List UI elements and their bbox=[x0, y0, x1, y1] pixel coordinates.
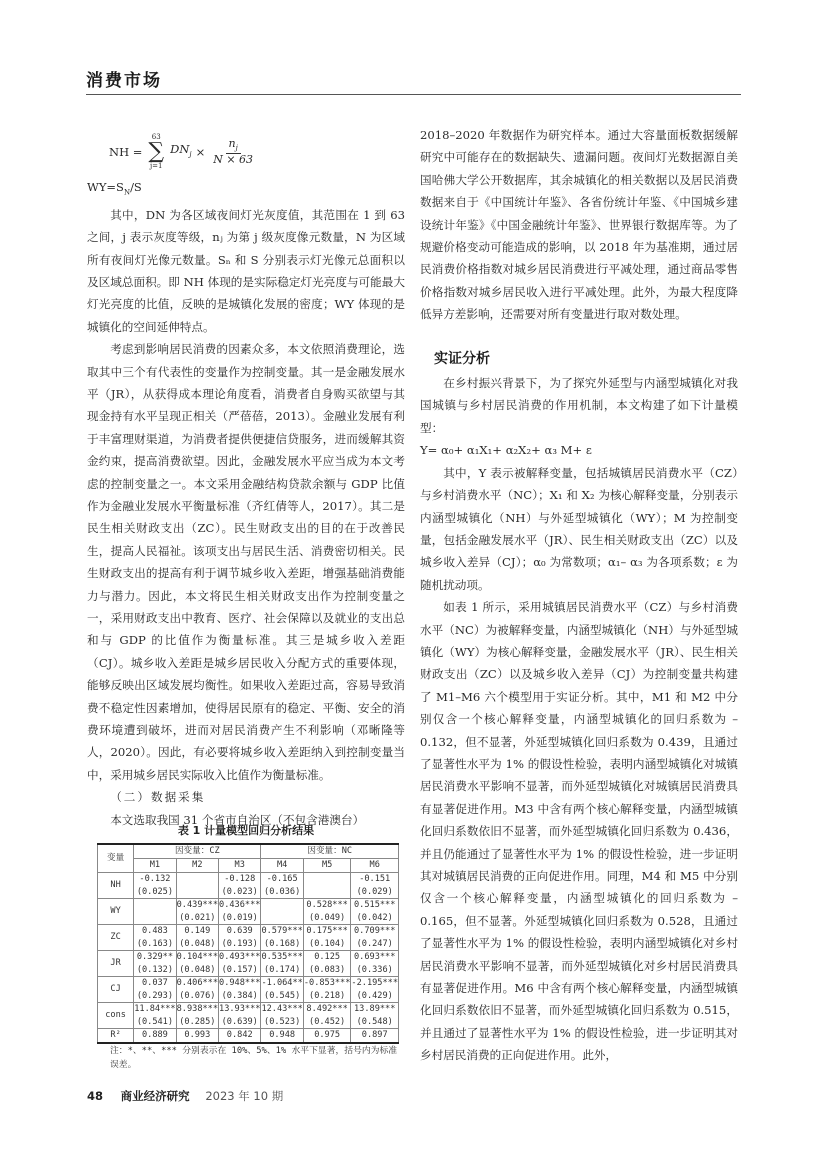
subheading-data-collection: （二）数据采集 bbox=[110, 790, 206, 805]
std-error: (0.384) bbox=[221, 990, 258, 1001]
r2-row bbox=[98, 1029, 399, 1044]
std-error bbox=[304, 886, 351, 898]
coef: -0.853*** bbox=[303, 978, 351, 988]
coef: -0.151 bbox=[359, 874, 391, 884]
std-error: (0.285) bbox=[179, 1016, 216, 1027]
std-error bbox=[134, 912, 175, 924]
group-header-cz: 因变量：CZ bbox=[134, 844, 261, 859]
coef bbox=[134, 900, 175, 912]
std-error: (0.452) bbox=[309, 1016, 346, 1027]
coef: 0.436*** bbox=[219, 900, 261, 910]
table-cell bbox=[303, 899, 351, 925]
right-column bbox=[420, 124, 738, 1067]
summation-symbol: 63 ∑ j=1 bbox=[148, 133, 165, 170]
std-error: (0.042) bbox=[356, 912, 393, 923]
journal-name: 商业经济研究 bbox=[120, 1089, 190, 1103]
std-error: (0.247) bbox=[356, 938, 393, 949]
coef: 12.43*** bbox=[261, 1004, 303, 1014]
formula-fraction: $\frac{n_j}{N \times 63}$ bbox=[213, 137, 254, 166]
std-error: (0.019) bbox=[221, 912, 258, 923]
r2-value: 0.975 bbox=[303, 1029, 351, 1044]
table-cell bbox=[134, 977, 176, 1003]
table-cell bbox=[303, 925, 351, 951]
section-title: 消费市场 bbox=[86, 71, 162, 91]
formula-wy: $WY=S_N/S$ bbox=[87, 180, 142, 197]
table-cell bbox=[219, 977, 261, 1003]
coef: 8.938*** bbox=[176, 1004, 219, 1014]
table-cell bbox=[134, 873, 176, 899]
table-row bbox=[98, 951, 399, 977]
std-error: (0.168) bbox=[264, 938, 301, 949]
coef: 11.84*** bbox=[134, 1004, 176, 1014]
table-cell bbox=[351, 977, 399, 1003]
header-rule bbox=[86, 94, 741, 95]
page-footer bbox=[87, 1088, 283, 1104]
coef: 13.93*** bbox=[219, 1004, 261, 1014]
coef: 0.948*** bbox=[219, 978, 261, 988]
page-number: 48 bbox=[87, 1089, 104, 1103]
paragraph: 在乡村振兴背景下，为了探究外延型与内涵型城镇化对我国城镇与乡村居民消费的作用机制，本文构建了如下计量模型： bbox=[420, 376, 738, 435]
table-row bbox=[98, 925, 399, 951]
table-cell bbox=[303, 977, 351, 1003]
coef: 0.483 bbox=[141, 926, 168, 936]
std-error: (0.163) bbox=[136, 938, 174, 949]
coef: -0.132 bbox=[139, 874, 171, 884]
std-error bbox=[261, 912, 302, 924]
left-column bbox=[87, 130, 405, 831]
std-error: (0.541) bbox=[136, 1016, 174, 1027]
paragraph: 如表 1 所示，采用城镇居民消费水平（CZ）与乡村消费水平（NC）为被解释变量，内涵型城镇化（NH）与外延型城镇化（WY）为核心解释变量，金融发展水平（JR）、民生相关财政支出（ZC）以及城乡收入差异（CJ）为控制变量共构建了 M1–M6 六个模型用于实证分析。其中，M1 和 M2 中分别仅含一个核心解释变量，内涵型城镇化的回归系数为 –0.132，但不显著，外延型城镇化回归系数为 0.439，且通过了显著性水平为 1% 的假设性检验，表明内涵型城镇化对城镇居民消费水平影响不显著，而外延型城镇化对城镇居民消费具有显著促进作用。M3 中含有两个核心解释变量，内涵型城镇化回归系数依旧不显著，而外延型城镇化回归系数为 0.436，并且仍能通过了显著性水平为 1% 的假设性检验，进一步证明其对城镇居民消费的正向促进作用。同理，M4 和 M5 中分别仅含一个核心解释变量，内涵型城镇化的回归系数为 –0.165，但不显著。外延型城镇化回归系数为 0.528，且通过了显著性水平为 1% 的假设性检验，表明内涵型城镇化对乡村居民消费水平影响不显著，而外延型城镇化对乡村居民消费具有显著促进作用。M6 中含有两个核心解释变量，内涵型城镇化回归系数依旧不显著，而外延型城镇化回归系数为 0.515，并且通过了显著性水平为 1% 的假设性检验，进一步证明其对乡村居民消费的正向促进作用。此外， bbox=[420, 600, 738, 1063]
std-error: (0.021) bbox=[179, 912, 216, 923]
coef: 13.89*** bbox=[354, 1004, 396, 1014]
std-error: (0.548) bbox=[356, 1016, 393, 1027]
table-cell bbox=[261, 925, 303, 951]
row-var: JR bbox=[98, 951, 134, 977]
r2-value: 0.993 bbox=[176, 1029, 218, 1044]
std-error: (0.029) bbox=[356, 886, 393, 897]
std-error: (0.429) bbox=[356, 990, 393, 1001]
table-cell bbox=[176, 925, 218, 951]
std-error: (0.083) bbox=[309, 964, 346, 975]
coef: 0.439*** bbox=[176, 900, 219, 910]
table-row bbox=[98, 873, 399, 899]
table-cell bbox=[303, 873, 351, 899]
coef: 0.329** bbox=[136, 952, 174, 962]
coef: -2.195*** bbox=[351, 978, 398, 988]
std-error: (0.048) bbox=[179, 964, 216, 975]
table-cell bbox=[261, 951, 303, 977]
table-cell bbox=[134, 1003, 176, 1029]
coef: 0.515*** bbox=[354, 900, 396, 910]
regression-table bbox=[97, 843, 399, 1044]
std-error bbox=[177, 886, 218, 898]
table-cell bbox=[134, 925, 176, 951]
times-sign: × bbox=[195, 144, 206, 159]
section-heading-empirical: 实证分析 bbox=[434, 350, 490, 367]
coef: -0.128 bbox=[224, 874, 256, 884]
table-title: 表 1 计量模型回归分析结果 bbox=[177, 824, 315, 837]
model-header: M1 bbox=[134, 859, 176, 873]
std-error: (0.157) bbox=[221, 964, 258, 975]
coef: -0.165 bbox=[266, 874, 298, 884]
r2-label: R² bbox=[98, 1029, 134, 1044]
coef: 0.149 bbox=[184, 926, 211, 936]
table-cell bbox=[261, 977, 303, 1003]
model-header: M2 bbox=[176, 859, 218, 873]
row-var: WY bbox=[98, 899, 134, 925]
paragraph: 本文选取我国 31 个省市自治区（不包含港澳台） bbox=[110, 812, 365, 827]
std-error: (0.174) bbox=[264, 964, 301, 975]
coef: 0.493*** bbox=[219, 952, 261, 962]
std-error: (0.025) bbox=[136, 886, 174, 897]
coef: 0.406*** bbox=[176, 978, 219, 988]
coef: 0.037 bbox=[141, 978, 168, 988]
coef bbox=[304, 874, 351, 886]
model-header: M5 bbox=[303, 859, 351, 873]
std-error: (0.049) bbox=[309, 912, 346, 923]
table-cell bbox=[261, 899, 303, 925]
coef: 0.709*** bbox=[354, 926, 396, 936]
table-cell bbox=[176, 977, 218, 1003]
formula-term: $DN_j$ bbox=[170, 142, 192, 159]
coef: 0.579*** bbox=[261, 926, 303, 936]
std-error: (0.076) bbox=[179, 990, 216, 1001]
std-error: (0.104) bbox=[309, 938, 346, 949]
std-error: (0.193) bbox=[221, 938, 258, 949]
table-cell bbox=[219, 899, 261, 925]
std-error: (0.545) bbox=[264, 990, 301, 1001]
table-cell bbox=[219, 873, 261, 899]
table-row bbox=[98, 899, 399, 925]
coef: 0.535*** bbox=[261, 952, 303, 962]
table-note: 注：*、**、*** 分别表示在 10%、5%、1% 水平下显著，括号内为标准误差。 bbox=[110, 1046, 398, 1070]
paragraph: 其中，DN 为各区域夜间灯光灰度值，其范围在 1 到 63 之间，j 表示灰度等级，nⱼ 为第 j 级灰度像元数量，N 为区域所有夜间灯光像元数量。Sₙ 和 S 分别表示灯光像元总面积以及区域总面积。即 NH 体现的是实际稳定灯光亮度与可能最大灯光亮度的比值，反映的是城镇化发展的密度；WY 体现的是城镇化的空间延伸特点。 bbox=[87, 207, 405, 334]
table-cell bbox=[351, 925, 399, 951]
table-cell bbox=[303, 951, 351, 977]
std-error: (0.336) bbox=[356, 964, 393, 975]
paragraph: 考虑到影响居民消费的因素众多，本文依照消费理论，选取其中三个有代表性的变量作为控制变量。其一是金融发展水平（JR），从获得成本理论角度看，消费者自身购买欲望与其现金持有水平呈现正相关（严蓓蓓，2013）。金融业发展有利于丰富理财渠道，为消费者提供便捷信贷服务，进而缓解其资金约束，提高消费欲望。因此，金融发展水平应当成为本文考虑的控制变量之一。本文采用金融结构贷款余额与 GDP 比值作为金融业发展水平衡量标准（齐红倩等人，2017）。其二是民生相关财政支出（ZC）。民生财政支出的目的在于改善民生，提高人民福祉。该项支出与居民生活、消费密切相关。民生财政支出的提高有利于调节城乡收入差距，增强基础消费能力与潜力。因此，本文将民生相关财政支出作为控制变量之一，采用财政支出中教育、医疗、社会保障以及就业的支出总和与 GDP 的比值作为衡量标准。其三是城乡收入差距（CJ）。城乡收入差距是城乡居民收入分配方式的重要体现，能够反映出区域发展均衡性。如果收入差距过高，容易导致消费不稳定性因素增加，使得居民原有的稳定、平衡、安全的消费环境遭到破坏，进而对居民消费产生不利影响（邓晰隆等人，2020）。因此，有必要将城乡收入差距纳入到控制变量当中，采用城乡居民实际收入比值作为衡量标准。 bbox=[87, 342, 405, 782]
coef: -1.064** bbox=[261, 978, 303, 988]
var-header: 变量 bbox=[98, 844, 134, 873]
coef: 0.693*** bbox=[354, 952, 396, 962]
table-cell bbox=[176, 951, 218, 977]
row-var: NH bbox=[98, 873, 134, 899]
formula-lhs: NH = bbox=[109, 144, 143, 159]
std-error: (0.639) bbox=[221, 1016, 258, 1027]
row-var: ZC bbox=[98, 925, 134, 951]
r2-value: 0.897 bbox=[351, 1029, 399, 1044]
std-error: (0.523) bbox=[264, 1016, 301, 1027]
table-row bbox=[98, 1003, 399, 1029]
table-cell bbox=[351, 951, 399, 977]
table-cell bbox=[351, 1003, 399, 1029]
r2-value: 0.842 bbox=[219, 1029, 261, 1044]
paragraph: 其中，Y 表示被解释变量，包括城镇居民消费水平（CZ）与乡村消费水平（NC）；X₁ 和 X₂ 为核心解释变量，分别表示内涵型城镇化（NH）与外延型城镇化（WY）；M 为控制变量，包括金融发展水平（JR）、民生相关财政支出（ZC）以及城乡收入差异（CJ）；α₀ 为常数项；α₁– α₃ 为各项系数；ε 为随机扰动项。 bbox=[420, 465, 738, 592]
table-cell bbox=[219, 1003, 261, 1029]
std-error: (0.023) bbox=[221, 886, 258, 897]
coef: 0.175*** bbox=[306, 926, 348, 936]
coef bbox=[261, 900, 302, 912]
coef: 8.492*** bbox=[306, 1004, 348, 1014]
formula-nh bbox=[109, 128, 405, 176]
table-cell bbox=[219, 951, 261, 977]
coef: 0.125 bbox=[314, 952, 341, 962]
table-cell bbox=[351, 899, 399, 925]
coef: 0.528*** bbox=[306, 900, 348, 910]
model-equation: Y= α₀+ α₁X₁+ α₂X₂+ α₃ M+ ε bbox=[420, 443, 592, 458]
std-error: (0.048) bbox=[179, 938, 216, 949]
row-var: cons bbox=[98, 1003, 134, 1029]
group-header-nc: 因变量：NC bbox=[261, 844, 399, 859]
model-header: M6 bbox=[351, 859, 399, 873]
issue-label: 2023 年 10 期 bbox=[205, 1089, 284, 1103]
coef: 0.104*** bbox=[176, 952, 219, 962]
table-cell bbox=[303, 1003, 351, 1029]
table-cell bbox=[219, 925, 261, 951]
table-cell bbox=[351, 873, 399, 899]
r2-value: 0.948 bbox=[261, 1029, 303, 1044]
model-header: M3 bbox=[219, 859, 261, 873]
row-var: CJ bbox=[98, 977, 134, 1003]
table-row bbox=[98, 977, 399, 1003]
r2-value: 0.889 bbox=[134, 1029, 176, 1044]
std-error: (0.218) bbox=[309, 990, 346, 1001]
table-cell bbox=[176, 873, 218, 899]
table-cell bbox=[261, 873, 303, 899]
table-cell bbox=[261, 1003, 303, 1029]
std-error: (0.036) bbox=[264, 886, 301, 897]
table-cell bbox=[134, 899, 176, 925]
coef bbox=[177, 874, 218, 886]
paragraph: 2018–2020 年数据作为研究样本。通过大容量面板数据缓解研究中可能存在的数据缺失、遗漏问题。夜间灯光数据源自美国哈佛大学公开数据库，其余城镇化的相关数据以及居民消费数据来自于《中国统计年鉴》、各省份统计年鉴、《中国城乡建设统计年鉴》《中国金融统计年鉴》、世界银行数据库等。为了规避价格变动可能造成的影响，以 2018 年为基准期，通过居民消费价格指数对城乡居民消费进行平减处理，通过商品零售价格指数对城乡居民收入进行平减处理。此外，为最大程度降低异方差影响，还需要对所有变量进行取对数处理。 bbox=[420, 128, 738, 322]
coef: 0.639 bbox=[226, 926, 253, 936]
table-cell bbox=[176, 899, 218, 925]
table-cell bbox=[176, 1003, 218, 1029]
std-error: (0.132) bbox=[136, 964, 174, 975]
table-cell bbox=[134, 951, 176, 977]
model-header: M4 bbox=[261, 859, 303, 873]
std-error: (0.293) bbox=[136, 990, 174, 1001]
